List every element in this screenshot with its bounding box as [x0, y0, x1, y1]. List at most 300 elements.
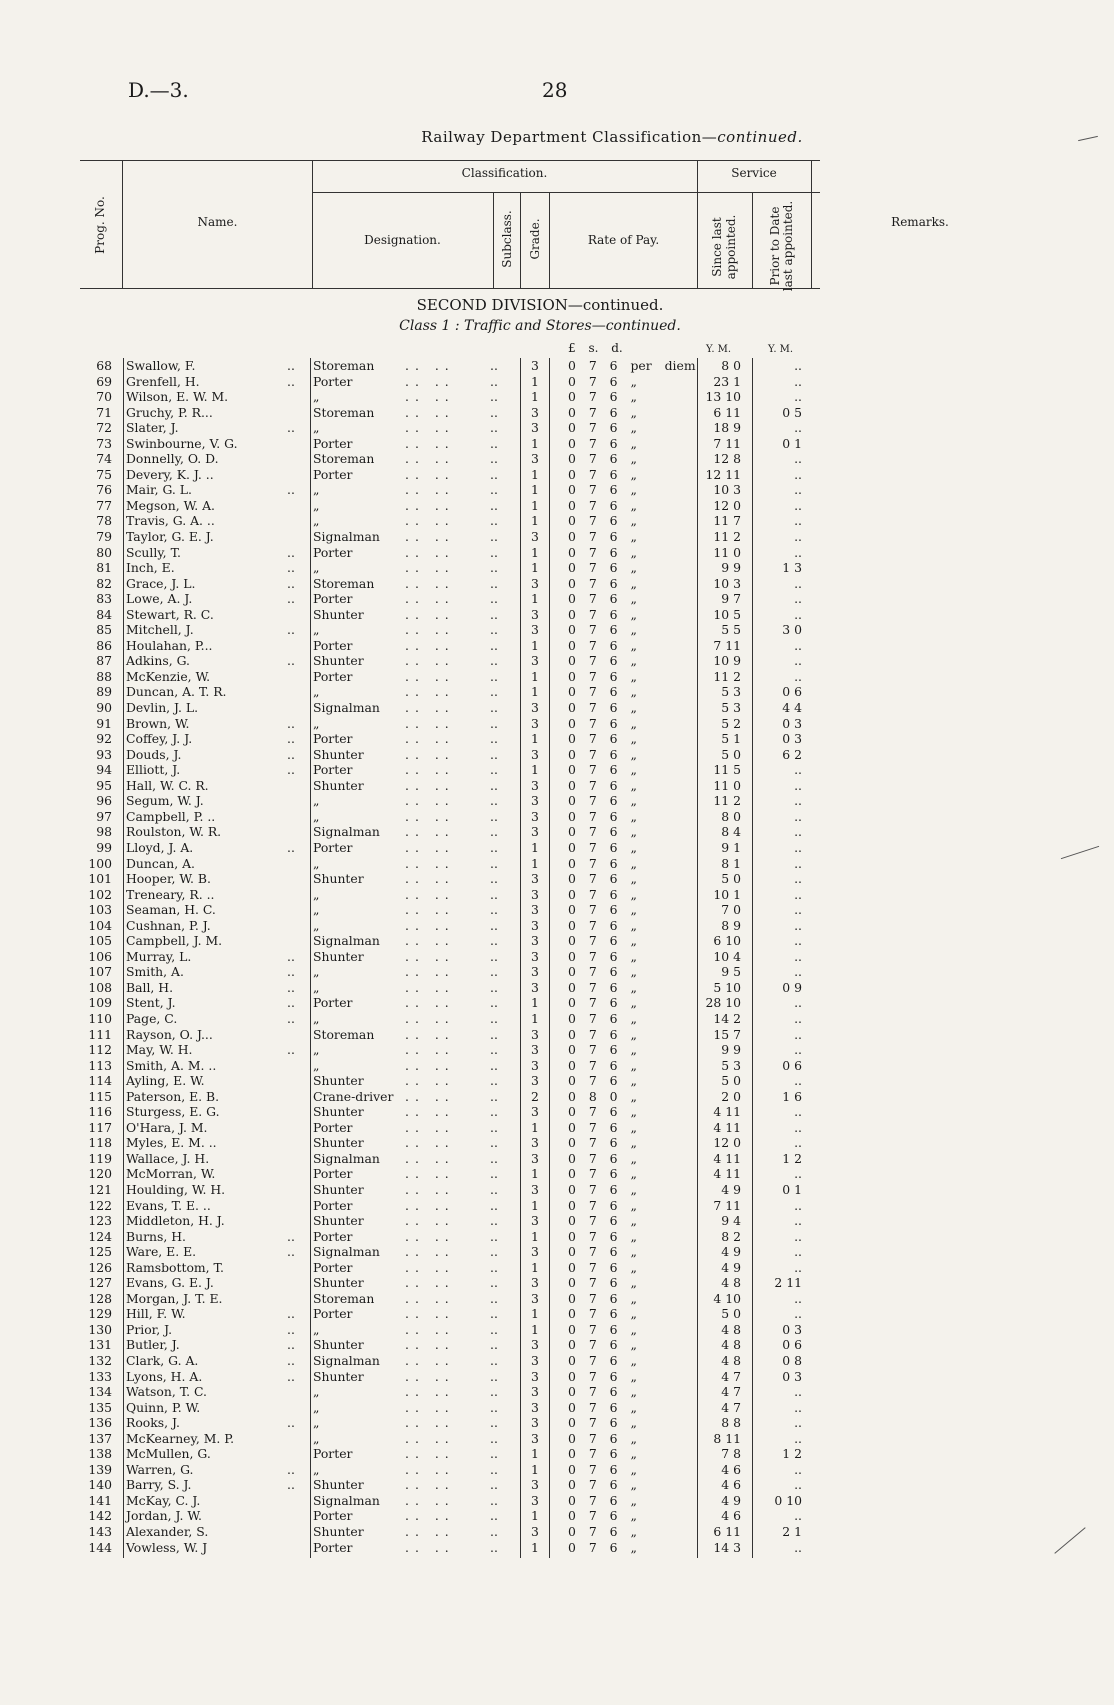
cell-subclass: .. [490, 715, 498, 731]
cell-leader-dots: .. .. [405, 948, 455, 964]
cell-prog-no: 78 [96, 513, 112, 529]
cell-since-last: 9 9 [721, 1042, 741, 1058]
cell-rate-of-pay: 0 7 6 „ [568, 373, 637, 389]
cell-prog-no: 108 [88, 979, 112, 995]
cell-rate-of-pay: 0 7 6 „ [568, 1539, 637, 1555]
cell-leader: .. [287, 1306, 295, 1322]
cell-leader: .. [287, 964, 295, 980]
cell-grade: 1 [531, 668, 539, 684]
cell-since-last: 7 11 [713, 637, 741, 653]
rule [752, 192, 753, 288]
cell-since-last: 18 9 [713, 420, 741, 436]
cell-subclass: .. [490, 1492, 498, 1508]
cell-designation: Shunter [313, 777, 364, 793]
cell-rate-of-pay: 0 7 6 „ [568, 839, 637, 855]
cell-since-last: 5 2 [721, 715, 741, 731]
cell-leader-dots: .. .. [405, 1461, 455, 1477]
rule [811, 160, 812, 288]
cell-grade: 3 [531, 1057, 539, 1073]
cell-name: Travis, G. A. .. [126, 513, 215, 529]
cell-grade: 1 [531, 544, 539, 560]
cell-rate-of-pay: 0 7 6 „ [568, 451, 637, 467]
cell-subclass: .. [490, 591, 498, 607]
cell-rate-of-pay: 0 7 6 „ [568, 466, 637, 482]
cell-leader: .. [287, 715, 295, 731]
cell-grade: 3 [531, 1384, 539, 1400]
cell-grade: 3 [531, 606, 539, 622]
table-row [0, 1151, 1114, 1167]
cell-designation: Porter [313, 1508, 353, 1524]
cell-since-last: 10 4 [713, 948, 741, 964]
cell-prog-no: 140 [88, 1477, 112, 1493]
cell-designation: Signalman [313, 824, 380, 840]
cell-name: Taylor, G. E. J. [126, 529, 214, 545]
cell-name: Ayling, E. W. [126, 1073, 205, 1089]
cell-designation: Porter [313, 1228, 353, 1244]
cell-since-last: 4 9 [721, 1244, 741, 1260]
cell-prog-no: 137 [88, 1430, 112, 1446]
table-row [0, 1493, 1114, 1509]
cell-rate-of-pay: 0 7 6 „ [568, 1337, 637, 1353]
cell-grade: 1 [531, 1306, 539, 1322]
cell-designation: „ [313, 886, 320, 902]
cell-name: Lowe, A. J. [126, 591, 193, 607]
cell-prog-no: 98 [96, 824, 112, 840]
cell-prior-service: 0 3 [782, 1368, 802, 1384]
cell-designation: Signalman [313, 1353, 380, 1368]
cell-grade: 1 [531, 684, 539, 700]
cell-designation: Signalman [313, 529, 380, 545]
cell-prog-no: 109 [88, 995, 112, 1011]
cell-name: Jordan, J. W. [126, 1508, 202, 1524]
cell-designation: Signalman [313, 1244, 380, 1260]
cell-since-last: 10 3 [713, 575, 741, 591]
cell-name: Rooks, J. [126, 1415, 180, 1431]
cell-leader-dots: .. .. [405, 808, 455, 824]
cell-subclass: .. [490, 1228, 498, 1244]
header-prog-no: Prog. No. [93, 196, 107, 254]
cell-since-last: 8 8 [721, 1415, 741, 1431]
cell-since-last: 7 0 [721, 902, 741, 918]
cell-name: Page, C. [126, 1010, 178, 1026]
cell-prior-service: .. [794, 389, 802, 405]
cell-prior-service: .. [794, 1119, 802, 1135]
cell-grade: 3 [531, 1073, 539, 1089]
cell-subclass: .. [490, 1415, 498, 1431]
cell-leader: .. [287, 591, 295, 607]
cell-since-last: 9 7 [721, 591, 741, 607]
cell-grade: 3 [531, 1150, 539, 1166]
page-title [0, 128, 1114, 146]
cell-leader-dots: .. .. [405, 420, 455, 436]
cell-subclass: .. [490, 1399, 498, 1415]
cell-since-last: 8 0 [721, 358, 741, 373]
cell-rate-of-pay: 0 7 6 „ [568, 668, 637, 684]
cell-since-last: 11 2 [713, 668, 741, 684]
cell-prior-service: 0 1 [782, 435, 802, 451]
cell-prog-no: 116 [88, 1104, 112, 1120]
cell-designation: Porter [313, 1539, 353, 1555]
cell-prog-no: 110 [88, 1010, 112, 1026]
cell-leader-dots: .. .. [405, 653, 455, 669]
cell-subclass: .. [490, 1042, 498, 1058]
cell-since-last: 9 5 [721, 964, 741, 980]
cell-subclass: .. [490, 1057, 498, 1073]
table-row [0, 980, 1114, 996]
cell-leader-dots: .. .. [405, 606, 455, 622]
cell-prior-service: .. [794, 482, 802, 498]
cell-since-last: 7 8 [721, 1446, 741, 1462]
cell-designation: „ [313, 1010, 320, 1026]
cell-leader-dots: .. .. [405, 1384, 455, 1400]
cell-leader-dots: .. .. [405, 435, 455, 451]
table-row [0, 964, 1114, 980]
cell-since-last: 4 7 [721, 1384, 741, 1400]
cell-prog-no: 128 [88, 1290, 112, 1306]
cell-leader-dots: .. .. [405, 1524, 455, 1540]
cell-grade: 3 [531, 1477, 539, 1493]
table-row [0, 902, 1114, 918]
cell-subclass: .. [490, 1010, 498, 1026]
cell-prog-no: 129 [88, 1306, 112, 1322]
cell-subclass: .. [490, 389, 498, 405]
cell-leader-dots: .. .. [405, 1321, 455, 1337]
cell-rate-of-pay: 0 7 6 „ [568, 389, 637, 405]
cell-since-last: 12 0 [713, 1135, 741, 1151]
cell-subclass: .. [490, 1446, 498, 1462]
cell-since-last: 4 11 [713, 1166, 741, 1182]
cell-since-last: 10 5 [713, 606, 741, 622]
cell-prior-service: .. [794, 1430, 802, 1446]
cell-prog-no: 133 [88, 1368, 112, 1384]
cell-name: Duncan, A. [126, 855, 195, 871]
cell-name: Evans, G. E. J. [126, 1275, 214, 1291]
cell-designation: Storeman [313, 1290, 375, 1306]
cell-leader-dots: .. .. [405, 762, 455, 778]
cell-prog-no: 86 [96, 637, 112, 653]
cell-leader-dots: .. .. [405, 715, 455, 731]
cell-grade: 3 [531, 871, 539, 887]
cell-designation: „ [313, 1042, 320, 1058]
cell-prior-service: .. [794, 902, 802, 918]
cell-rate-of-pay: 0 7 6 „ [568, 404, 637, 420]
cell-designation: „ [313, 964, 320, 980]
cell-since-last: 4 6 [721, 1508, 741, 1524]
cell-subclass: .. [490, 1290, 498, 1306]
cell-prior-service: .. [794, 886, 802, 902]
cell-leader: .. [287, 839, 295, 855]
cell-designation: Signalman [313, 1150, 380, 1166]
cell-subclass: .. [490, 793, 498, 809]
cell-leader: .. [287, 979, 295, 995]
cell-leader: .. [287, 1042, 295, 1058]
cell-grade: 3 [531, 1415, 539, 1431]
cell-prior-service: 3 0 [782, 622, 802, 638]
cell-subclass: .. [490, 358, 498, 373]
cell-subclass: .. [490, 560, 498, 576]
header-prior-to-date: Prior to Date last appointed. [768, 200, 795, 292]
cell-prior-service: .. [794, 1384, 802, 1400]
prior-units: Y. M. [768, 344, 794, 355]
cell-since-last: 4 8 [721, 1353, 741, 1368]
cell-leader-dots: .. .. [405, 1508, 455, 1524]
cell-designation: Shunter [313, 1213, 364, 1229]
cell-leader-dots: .. .. [405, 1415, 455, 1431]
table-row [0, 1011, 1114, 1027]
cell-rate-of-pay: 0 7 6 „ [568, 902, 637, 918]
cell-name: Swallow, F. [126, 358, 196, 373]
cell-since-last: 23 1 [713, 373, 741, 389]
cell-rate-of-pay: 0 7 6 „ [568, 933, 637, 949]
cell-subclass: .. [490, 1337, 498, 1353]
cell-rate-of-pay: 0 7 6 „ [568, 1430, 637, 1446]
cell-rate-of-pay: 0 7 6 „ [568, 637, 637, 653]
cell-grade: 1 [531, 839, 539, 855]
cell-rate-of-pay: 0 7 6 „ [568, 1368, 637, 1384]
cell-leader-dots: .. .. [405, 1181, 455, 1197]
cell-rate-of-pay: 0 7 6 „ [568, 964, 637, 980]
cell-subclass: .. [490, 948, 498, 964]
cell-prog-no: 81 [96, 560, 112, 576]
cell-since-last: 11 5 [713, 762, 741, 778]
cell-grade: 3 [531, 404, 539, 420]
cell-leader-dots: .. .. [405, 529, 455, 545]
cell-leader-dots: .. .. [405, 793, 455, 809]
cell-leader: .. [287, 995, 295, 1011]
cell-designation: „ [313, 1384, 320, 1400]
pay-units: £ s. d. [568, 341, 623, 355]
cell-prior-service: 1 2 [782, 1446, 802, 1462]
cell-subclass: .. [490, 513, 498, 529]
cell-leader: .. [287, 1415, 295, 1431]
cell-subclass: .. [490, 1244, 498, 1260]
cell-since-last: 4 7 [721, 1399, 741, 1415]
cell-leader-dots: .. .. [405, 622, 455, 638]
table-body [0, 358, 1114, 1555]
table-row [0, 887, 1114, 903]
cell-name: Wilson, E. W. M. [126, 389, 229, 405]
table-row [0, 653, 1114, 669]
table-row [0, 1369, 1114, 1385]
cell-grade: 1 [531, 1539, 539, 1555]
table-row [0, 467, 1114, 483]
cell-designation: Storeman [313, 358, 375, 373]
table-row [0, 700, 1114, 716]
cell-designation: Crane-driver [313, 1088, 394, 1104]
cell-name: Burns, H. [126, 1228, 186, 1244]
rule [520, 192, 521, 288]
table-row [0, 747, 1114, 763]
cell-leader: .. [287, 762, 295, 778]
cell-rate-of-pay: 0 7 6 „ [568, 1042, 637, 1058]
cell-designation: Porter [313, 1306, 353, 1322]
cell-grade: 1 [531, 1119, 539, 1135]
cell-grade: 3 [531, 1290, 539, 1306]
cell-grade: 1 [531, 389, 539, 405]
cell-rate-of-pay: 0 7 6 „ [568, 1244, 637, 1260]
cell-grade: 3 [531, 653, 539, 669]
cell-since-last: 4 9 [721, 1492, 741, 1508]
cell-prior-service: .. [794, 544, 802, 560]
cell-designation: „ [313, 1399, 320, 1415]
since-units: Y. M. [706, 344, 732, 355]
cell-grade: 1 [531, 995, 539, 1011]
cell-name: Barry, S. J. [126, 1477, 192, 1493]
cell-prior-service: .. [794, 762, 802, 778]
cell-grade: 1 [531, 762, 539, 778]
cell-grade: 3 [531, 777, 539, 793]
cell-prog-no: 117 [88, 1119, 112, 1135]
cell-name: Rayson, O. J... [126, 1026, 213, 1042]
table-row [0, 576, 1114, 592]
cell-prog-no: 106 [88, 948, 112, 964]
cell-rate-of-pay: 0 7 6 „ [568, 855, 637, 871]
cell-subclass: .. [490, 964, 498, 980]
cell-name: Smith, A. [126, 964, 184, 980]
cell-grade: 3 [531, 746, 539, 762]
cell-prior-service: .. [794, 1213, 802, 1229]
cell-designation: „ [313, 855, 320, 871]
cell-leader-dots: .. .. [405, 1057, 455, 1073]
cell-name: Segum, W. J. [126, 793, 204, 809]
header-service: Service [731, 166, 777, 180]
cell-designation: Shunter [313, 1368, 364, 1384]
cell-leader-dots: .. .. [405, 1104, 455, 1120]
cell-leader-dots: .. .. [405, 1119, 455, 1135]
cell-leader-dots: .. .. [405, 886, 455, 902]
cell-subclass: .. [490, 451, 498, 467]
cell-prog-no: 95 [96, 777, 112, 793]
cell-name: Houlding, W. H. [126, 1181, 226, 1197]
cell-since-last: 11 2 [713, 793, 741, 809]
cell-prog-no: 76 [96, 482, 112, 498]
table-row [0, 622, 1114, 638]
table-row [0, 1508, 1114, 1524]
cell-name: Scully, T. [126, 544, 181, 560]
cell-designation: Signalman [313, 1492, 380, 1508]
cell-prog-no: 69 [96, 373, 112, 389]
cell-prior-service: .. [794, 793, 802, 809]
cell-designation: Signalman [313, 933, 380, 949]
cell-name: Coffey, J. J. [126, 731, 193, 747]
table-row [0, 482, 1114, 498]
cell-prog-no: 130 [88, 1321, 112, 1337]
cell-rate-of-pay: 0 7 6 „ [568, 1181, 637, 1197]
cell-grade: 3 [531, 1524, 539, 1540]
cell-designation: Porter [313, 637, 353, 653]
cell-name: Campbell, J. M. [126, 933, 223, 949]
cell-subclass: .. [490, 855, 498, 871]
cell-prior-service: .. [794, 637, 802, 653]
cell-rate-of-pay: 0 7 6 „ [568, 684, 637, 700]
cell-name: Hall, W. C. R. [126, 777, 209, 793]
cell-designation: Porter [313, 591, 353, 607]
cell-since-last: 10 9 [713, 653, 741, 669]
cell-leader-dots: .. .. [405, 1430, 455, 1446]
cell-since-last: 14 3 [713, 1539, 741, 1555]
cell-leader-dots: .. .. [405, 964, 455, 980]
cell-rate-of-pay: 0 7 6 „ [568, 1477, 637, 1493]
cell-prior-service: 0 9 [782, 979, 802, 995]
cell-grade: 1 [531, 373, 539, 389]
cell-rate-of-pay: 0 7 6 „ [568, 1213, 637, 1229]
cell-prior-service: .. [794, 1290, 802, 1306]
cell-since-last: 4 6 [721, 1461, 741, 1477]
cell-subclass: .. [490, 1104, 498, 1120]
cell-name: Duncan, A. T. R. [126, 684, 227, 700]
cell-leader: .. [287, 622, 295, 638]
cell-designation: „ [313, 917, 320, 933]
cell-leader: .. [287, 948, 295, 964]
table-row [0, 1337, 1114, 1353]
cell-name: Alexander, S. [126, 1524, 209, 1540]
cell-subclass: .. [490, 1368, 498, 1384]
cell-name: Swinbourne, V. G. [126, 435, 238, 451]
cell-subclass: .. [490, 404, 498, 420]
cell-designation: Porter [313, 995, 353, 1011]
cell-prog-no: 73 [96, 435, 112, 451]
cell-leader-dots: .. .. [405, 700, 455, 716]
cell-grade: 3 [531, 886, 539, 902]
cell-prog-no: 103 [88, 902, 112, 918]
cell-subclass: .. [490, 871, 498, 887]
table-row [0, 529, 1114, 545]
cell-grade: 3 [531, 917, 539, 933]
cell-name: Mair, G. L. [126, 482, 192, 498]
cell-leader-dots: .. .. [405, 824, 455, 840]
cell-leader: .. [287, 544, 295, 560]
cell-designation: „ [313, 622, 320, 638]
cell-leader-dots: .. .. [405, 855, 455, 871]
cell-prog-no: 72 [96, 420, 112, 436]
table-row [0, 1182, 1114, 1198]
cell-grade: 3 [531, 1026, 539, 1042]
cell-grade: 3 [531, 933, 539, 949]
cell-prior-service: .. [794, 1306, 802, 1322]
cell-subclass: .. [490, 886, 498, 902]
cell-designation: Porter [313, 839, 353, 855]
cell-rate-of-pay: 0 7 6 „ [568, 762, 637, 778]
cell-grade: 3 [531, 1399, 539, 1415]
cell-grade: 3 [531, 1104, 539, 1120]
cell-name: May, W. H. [126, 1042, 193, 1058]
table-row [0, 1120, 1114, 1136]
cell-name: Morgan, J. T. E. [126, 1290, 223, 1306]
cell-leader-dots: .. .. [405, 1042, 455, 1058]
cell-prior-service: .. [794, 871, 802, 887]
cell-prog-no: 68 [96, 358, 112, 373]
cell-grade: 3 [531, 420, 539, 436]
cell-prog-no: 119 [88, 1150, 112, 1166]
cell-name: Houlahan, P... [126, 637, 213, 653]
page-number: 28 [542, 78, 568, 102]
cell-rate-of-pay: 0 7 6 „ [568, 886, 637, 902]
cell-grade: 3 [531, 575, 539, 591]
cell-name: McMullen, G. [126, 1446, 211, 1462]
cell-designation: „ [313, 1461, 320, 1477]
cell-designation: Porter [313, 668, 353, 684]
cell-subclass: .. [490, 1524, 498, 1540]
cell-subclass: .. [490, 466, 498, 482]
cell-subclass: .. [490, 1213, 498, 1229]
cell-prior-service: .. [794, 1477, 802, 1493]
cell-since-last: 13 10 [705, 389, 741, 405]
cell-since-last: 11 0 [713, 544, 741, 560]
cell-prog-no: 115 [88, 1088, 112, 1104]
cell-name: Campbell, P. .. [126, 808, 216, 824]
table-row [0, 1540, 1114, 1556]
cell-grade: 1 [531, 482, 539, 498]
